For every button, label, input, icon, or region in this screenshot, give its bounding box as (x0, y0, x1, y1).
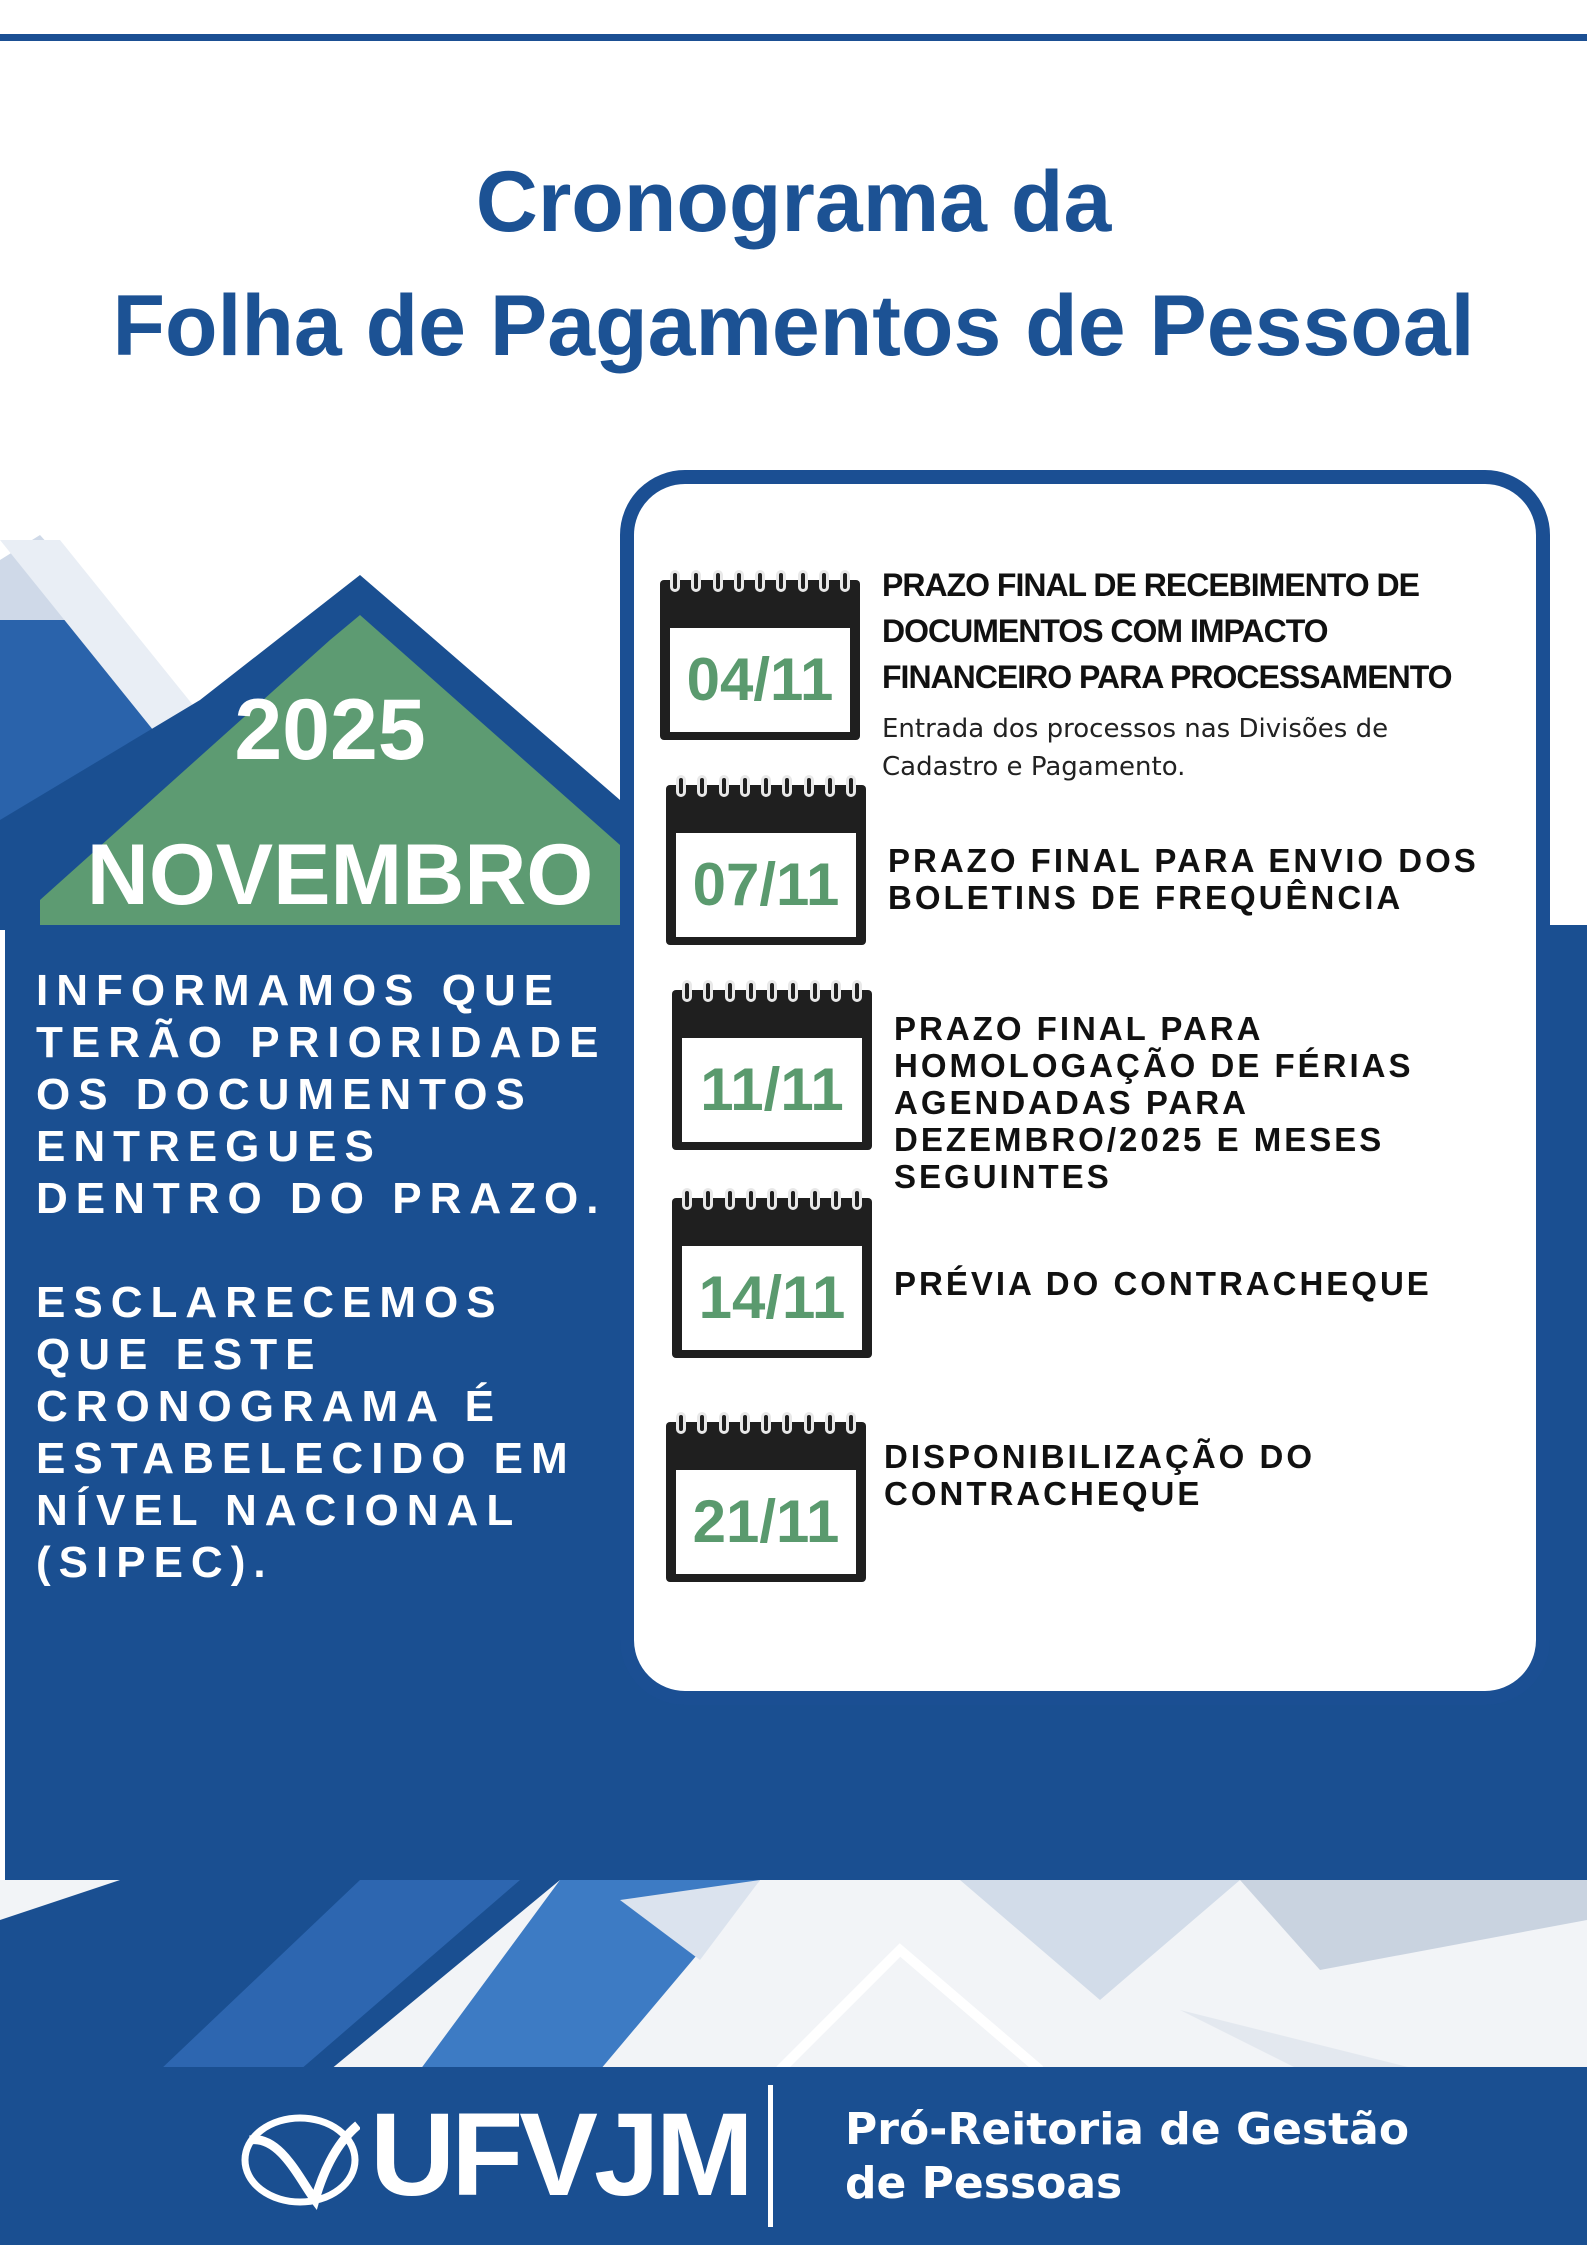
department-name: Pró-Reitoria de Gestão de Pessoas (845, 2104, 1410, 2209)
event-date: 21/11 (692, 1488, 840, 1555)
event-title: DISPONIBILIZAÇÃO DO CONTRACHEQUE (884, 1438, 1316, 1512)
event-title: PRAZO FINAL DE RECEBIMENTO DE DOCUMENTOS COM IMPACTO FINANCEIRO PARA PROCESSAMENTO (882, 567, 1452, 695)
event-date: 07/11 (692, 851, 840, 918)
notice-paragraph-1: INFORMAMOS QUE TERÃO PRIORIDADE OS DOCUMENTOS ENTREGUES DENTRO DO PRAZO. (36, 966, 607, 1223)
event-title: PRAZO FINAL PARA HOMOLOGAÇÃO DE FÉRIAS AGENDADAS PARA DEZEMBRO/2025 E MESES SEGUINTES (894, 1010, 1414, 1195)
calendar-icon (672, 980, 872, 1150)
notice-text (36, 965, 636, 1589)
title-line-2: Folha de Pagamentos de Pessoal (112, 278, 1475, 374)
event-date: 14/11 (698, 1264, 846, 1331)
ufvjm-logo-text: UFVJM (370, 2089, 750, 2221)
event-date: 11/11 (700, 1056, 844, 1123)
bottom-decoration (0, 1880, 1587, 2070)
year-label: 2025 (234, 682, 426, 778)
event-title: PRAZO FINAL PARA ENVIO DOS BOLETINS DE FREQUÊNCIA (888, 842, 1479, 916)
event-subtitle: Entrada dos processos nas Divisões de Cadastro e Pagamento. (882, 714, 1389, 782)
calendar-icon (672, 1188, 872, 1358)
title-line-1: Cronograma da (475, 154, 1112, 250)
notice-paragraph-2: ESCLARECEMOS QUE ESTE CRONOGRAMA É ESTABELECIDO EM NÍVEL NACIONAL (SIPEC). (36, 1278, 576, 1587)
month-label: NOVEMBRO (86, 827, 594, 923)
event-title: PRÉVIA DO CONTRACHEQUE (894, 1265, 1432, 1302)
calendar-icon (666, 775, 866, 945)
ufvjm-emblem-icon (240, 2105, 360, 2215)
calendar-icon (660, 570, 860, 740)
event-date: 04/11 (686, 646, 834, 713)
calendar-icon (666, 1412, 866, 1582)
footer-divider (768, 2085, 773, 2227)
